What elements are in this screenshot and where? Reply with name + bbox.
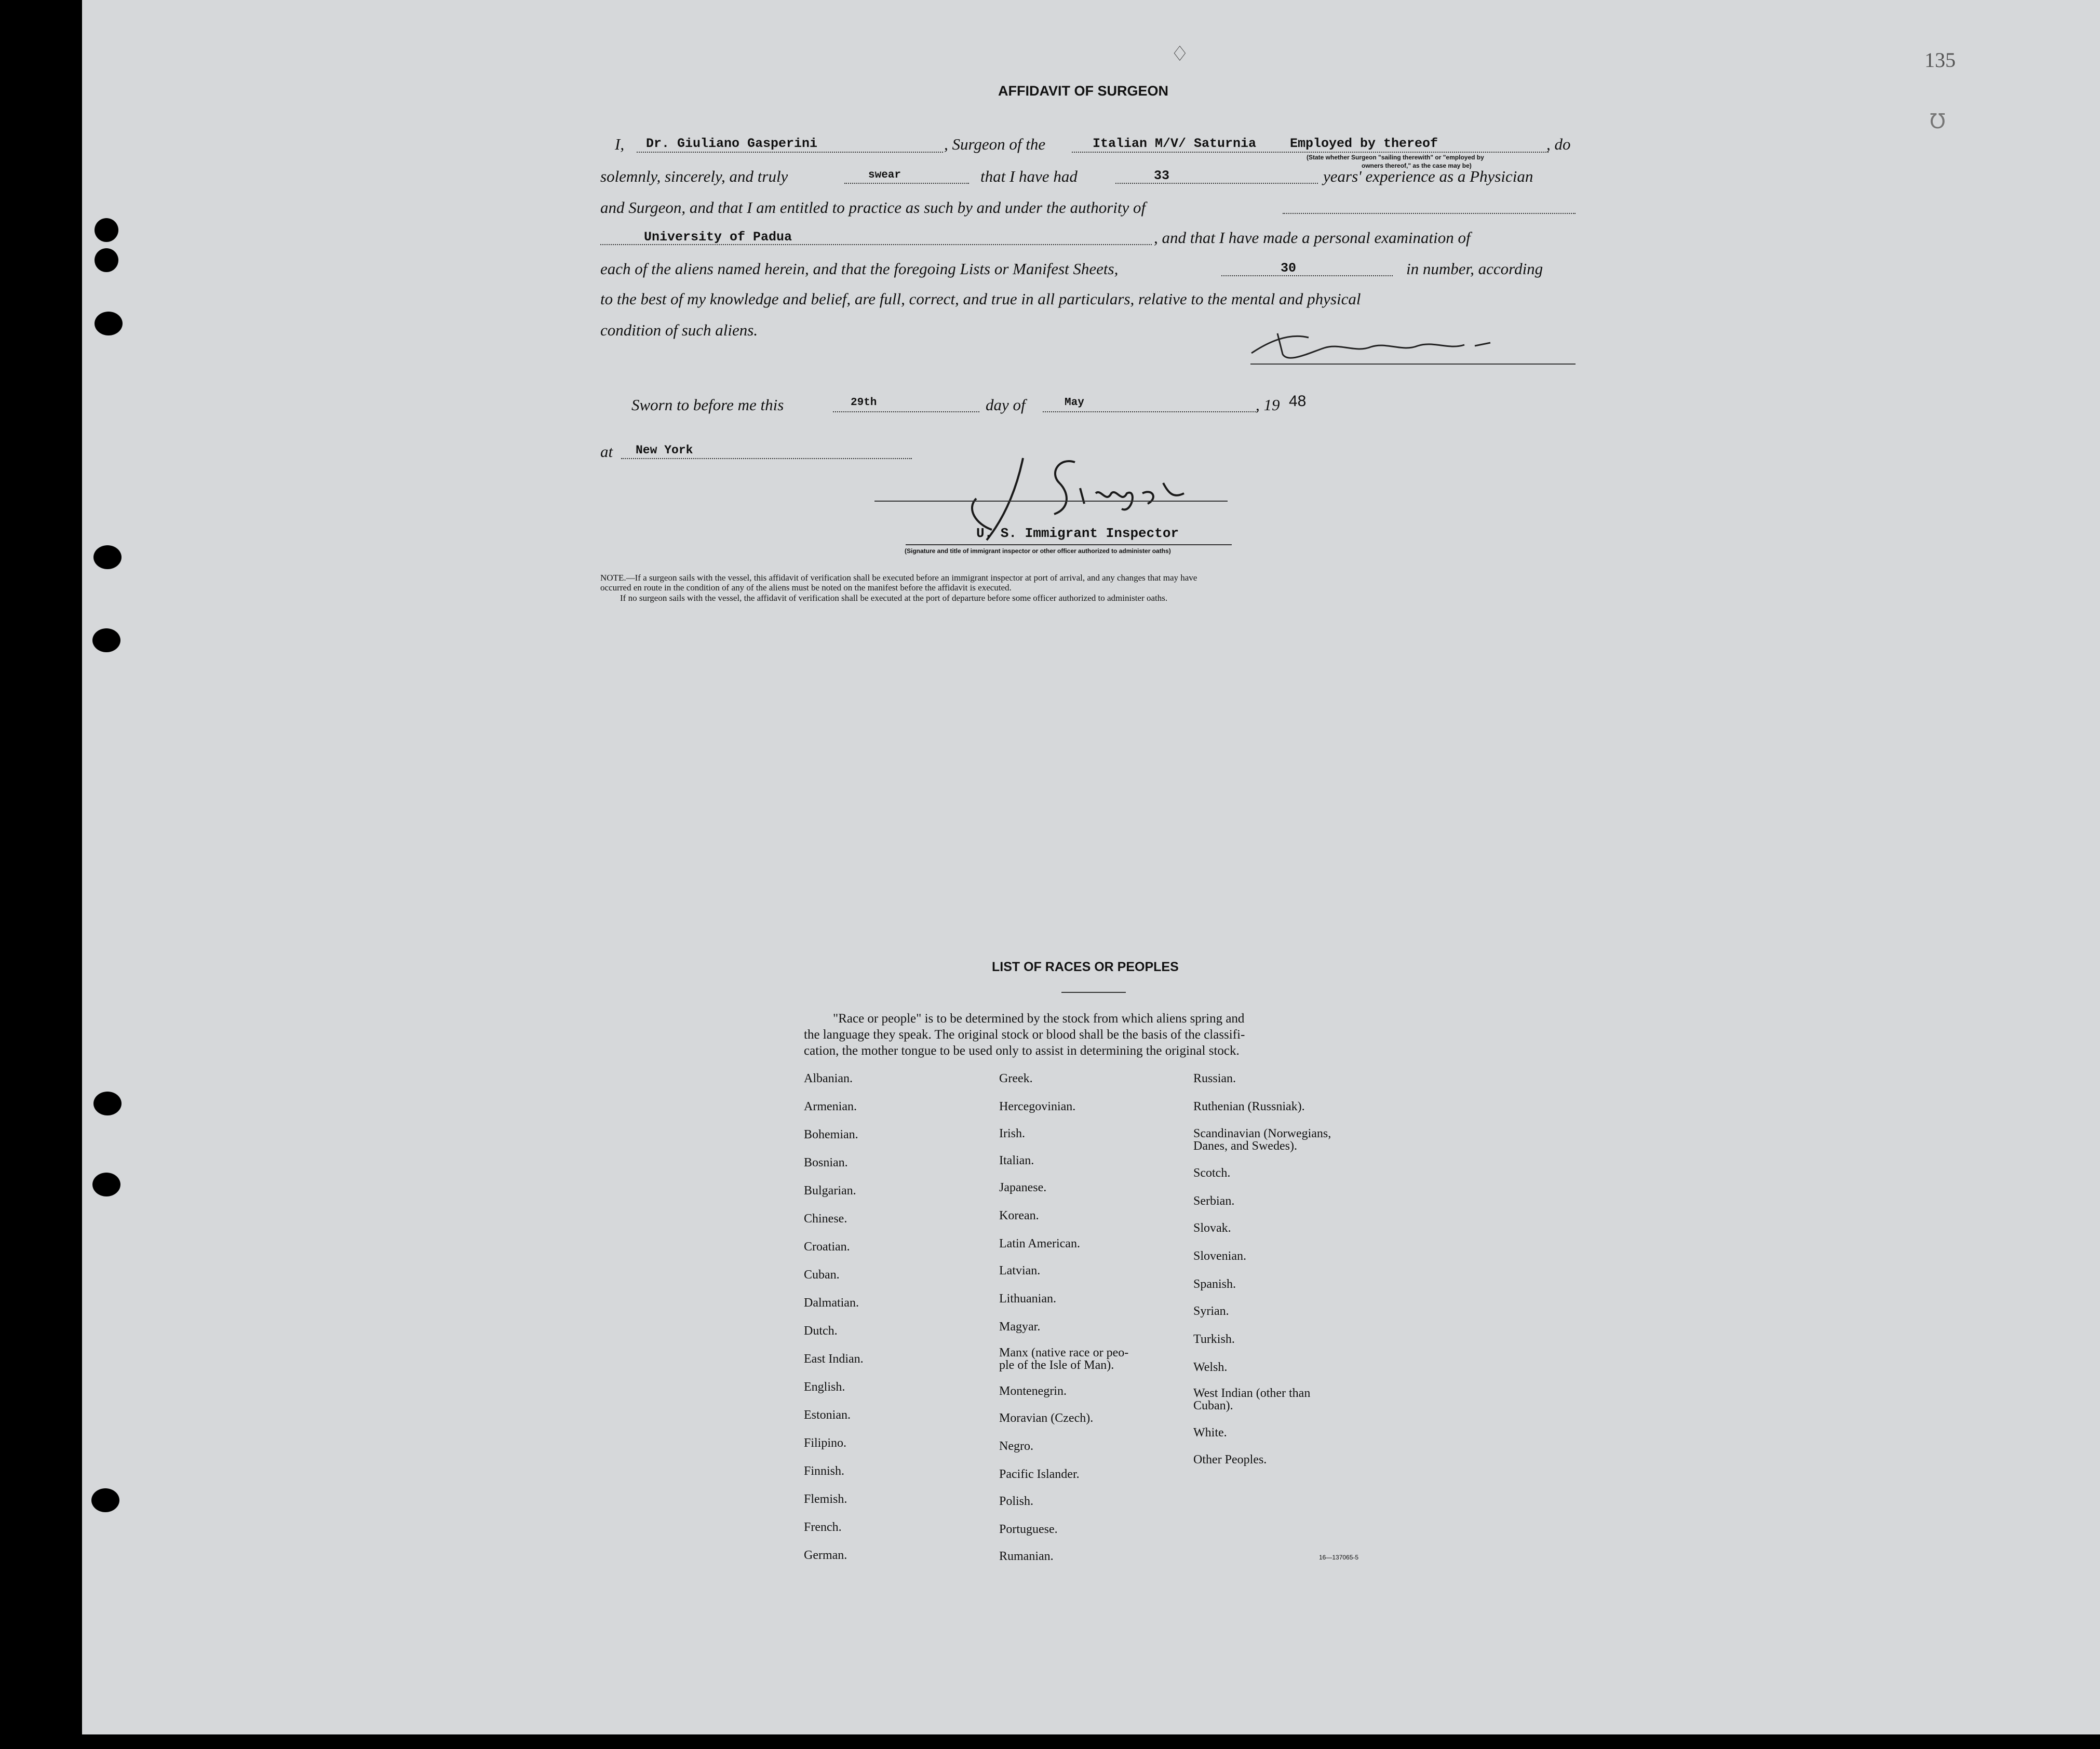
race-item: Scandinavian (Norwegians, <box>1193 1127 1331 1140</box>
race-item: Cuban). <box>1193 1399 1233 1412</box>
binder-hole <box>95 312 123 335</box>
text-years-exp: years' experience as a Physician <box>1323 167 1533 185</box>
day-line <box>833 411 979 412</box>
race-item: Bosnian. <box>804 1156 848 1169</box>
races-intro: "Race or people" is to be determined by the stock from which aliens spring and <box>833 1012 1245 1026</box>
race-item: Manx (native race or peo- <box>999 1346 1129 1360</box>
race-item: Magyar. <box>999 1320 1041 1334</box>
race-item: Albanian. <box>804 1072 853 1085</box>
race-item: German. <box>804 1549 847 1562</box>
race-item: Spanish. <box>1193 1277 1236 1291</box>
race-item: East Indian. <box>804 1352 864 1366</box>
text-each: each of the aliens named herein, and that the foregoing Lists or Manifest Sheets, <box>600 260 1119 278</box>
binder-hole <box>93 545 122 569</box>
races-title: LIST OF RACES OR PEOPLES <box>992 960 1179 974</box>
years: 33 <box>1154 168 1170 183</box>
authority: University of Padua <box>644 230 792 245</box>
text-and-surgeon: and Surgeon, and that I am entitled to practice as such by and under the authority of <box>600 198 1146 217</box>
employment-note: owners thereof," as the case may be) <box>1362 162 1472 169</box>
oath-line <box>844 183 969 184</box>
surgeon-name-line <box>637 152 943 153</box>
inspector-caption: (Signature and title of immigrant inspector or other officer authorized to administer oaths) <box>905 547 1171 555</box>
surgeon-signature-line <box>1250 364 1576 365</box>
race-item: Slovak. <box>1193 1221 1231 1235</box>
race-item: Greek. <box>999 1072 1033 1085</box>
races-intro: the language they speak. The original stock or blood shall be the basis of the classifi- <box>804 1028 1245 1042</box>
race-item: Rumanian. <box>999 1550 1054 1563</box>
race-item: Irish. <box>999 1127 1025 1140</box>
page-number: 135 <box>1924 48 1956 72</box>
oath: swear <box>868 169 901 181</box>
race-item: Lithuanian. <box>999 1292 1056 1306</box>
place-line <box>621 458 912 459</box>
race-item: Welsh. <box>1193 1361 1228 1374</box>
race-item: Korean. <box>999 1209 1039 1222</box>
text-condition: condition of such aliens. <box>600 321 758 339</box>
race-item: French. <box>804 1521 842 1534</box>
race-item: Other Peoples. <box>1193 1453 1267 1467</box>
race-item: Slovenian. <box>1193 1249 1246 1263</box>
inspector-title-line <box>906 544 1232 545</box>
race-item: Turkish. <box>1193 1333 1235 1346</box>
race-item: Finnish. <box>804 1464 845 1478</box>
race-item: Latvian. <box>999 1264 1041 1277</box>
binder-hole <box>92 1173 120 1196</box>
text-i: I, <box>615 135 625 153</box>
year: 48 <box>1289 393 1307 410</box>
vessel-line <box>1072 152 1549 153</box>
race-item: Syrian. <box>1193 1304 1229 1318</box>
form-code: 16—137065-5 <box>1319 1554 1359 1561</box>
sheets: 30 <box>1281 261 1297 276</box>
affidavit-title: AFFIDAVIT OF SURGEON <box>998 83 1168 99</box>
race-item: Bohemian. <box>804 1128 858 1141</box>
month-line <box>1043 411 1258 412</box>
day: 29th <box>851 397 877 409</box>
employment: Employed by thereof <box>1290 136 1438 151</box>
sheets-line <box>1221 275 1393 276</box>
text-had: that I have had <box>980 167 1078 185</box>
employment-note: (State whether Surgeon "sailing therewith" or "employed by <box>1307 154 1484 161</box>
scan-mark: ♢ <box>1170 42 1189 65</box>
race-item: Cuban. <box>804 1268 840 1282</box>
note-line: occurred en route in the condition of any of the aliens must be noted on the manifest before the affidavit is executed. <box>600 583 1012 593</box>
inspector-title: U. S. Immigrant Inspector <box>976 526 1179 541</box>
race-item: Pacific Islander. <box>999 1468 1080 1481</box>
text-solemnly: solemnly, sincerely, and truly <box>600 167 788 185</box>
races-intro: cation, the mother tongue to be used only to assist in determining the original stock. <box>804 1044 1240 1058</box>
race-item: Flemish. <box>804 1492 847 1506</box>
race-item: Montenegrin. <box>999 1384 1067 1398</box>
text-best: to the best of my knowledge and belief, are full, correct, and true in all particulars, relative to the mental and physical <box>600 290 1361 308</box>
text-do: , do <box>1546 135 1571 153</box>
race-item: ple of the Isle of Man). <box>999 1358 1114 1372</box>
month: May <box>1065 397 1084 409</box>
race-item: Latin American. <box>999 1237 1080 1250</box>
inspector-signature-line <box>874 501 1228 502</box>
race-item: Estonian. <box>804 1408 851 1422</box>
race-item: Bulgarian. <box>804 1184 856 1198</box>
years-line <box>1115 183 1318 184</box>
race-item: Negro. <box>999 1439 1033 1453</box>
race-item: Japanese. <box>999 1181 1047 1194</box>
place: New York <box>636 443 693 457</box>
race-item: Moravian (Czech). <box>999 1411 1094 1425</box>
scan-mark: ℧ <box>1930 110 1946 133</box>
binder-hole <box>92 628 120 652</box>
text-day-of: day of <box>986 396 1026 414</box>
authority-line-top <box>1283 213 1576 214</box>
race-item: Hercegovinian. <box>999 1100 1076 1113</box>
text-at: at <box>600 442 613 461</box>
surgeon-signature <box>1246 322 1516 369</box>
binder-hole <box>95 248 118 272</box>
race-item: Chinese. <box>804 1212 847 1226</box>
race-item: English. <box>804 1380 845 1394</box>
binder-hole <box>95 218 118 242</box>
races-title-underline <box>1061 992 1126 993</box>
race-item: Portuguese. <box>999 1523 1058 1536</box>
text-and-that: , and that I have made a personal examination of <box>1154 228 1471 247</box>
race-item: Russian. <box>1193 1072 1236 1085</box>
vessel-name: Italian M/V/ Saturnia <box>1093 136 1257 151</box>
race-item: Filipino. <box>804 1436 847 1450</box>
race-item: White. <box>1193 1426 1227 1439</box>
text-sworn: Sworn to before me this <box>631 396 784 414</box>
text-in-number: in number, according <box>1406 260 1543 278</box>
surgeon-name: Dr. Giuliano Gasperini <box>646 136 818 151</box>
race-item: Scotch. <box>1193 1166 1231 1180</box>
race-item: Dutch. <box>804 1324 838 1338</box>
race-item: West Indian (other than <box>1193 1387 1311 1400</box>
note-line: If no surgeon sails with the vessel, the affidavit of verification shall be executed at the port of departure before some officer authorized to administer oaths. <box>620 593 1168 603</box>
text-year-prefix: , 19 <box>1256 396 1280 414</box>
race-item: Italian. <box>999 1154 1034 1167</box>
text-surgeon-of: , Surgeon of the <box>944 135 1046 153</box>
binder-hole <box>93 1092 122 1115</box>
race-item: Serbian. <box>1193 1194 1235 1208</box>
race-item: Polish. <box>999 1495 1034 1508</box>
race-item: Armenian. <box>804 1100 857 1113</box>
authority-line <box>600 244 1152 245</box>
binder-hole <box>91 1488 119 1512</box>
note-line: NOTE.—If a surgeon sails with the vessel, this affidavit of verification shall be executed before an immigrant inspector at port of arrival, and any changes that may have <box>600 573 1197 583</box>
race-item: Croatian. <box>804 1240 850 1254</box>
race-item: Ruthenian (Russniak). <box>1193 1100 1305 1113</box>
race-item: Dalmatian. <box>804 1296 859 1310</box>
race-item: Danes, and Swedes). <box>1193 1139 1297 1153</box>
